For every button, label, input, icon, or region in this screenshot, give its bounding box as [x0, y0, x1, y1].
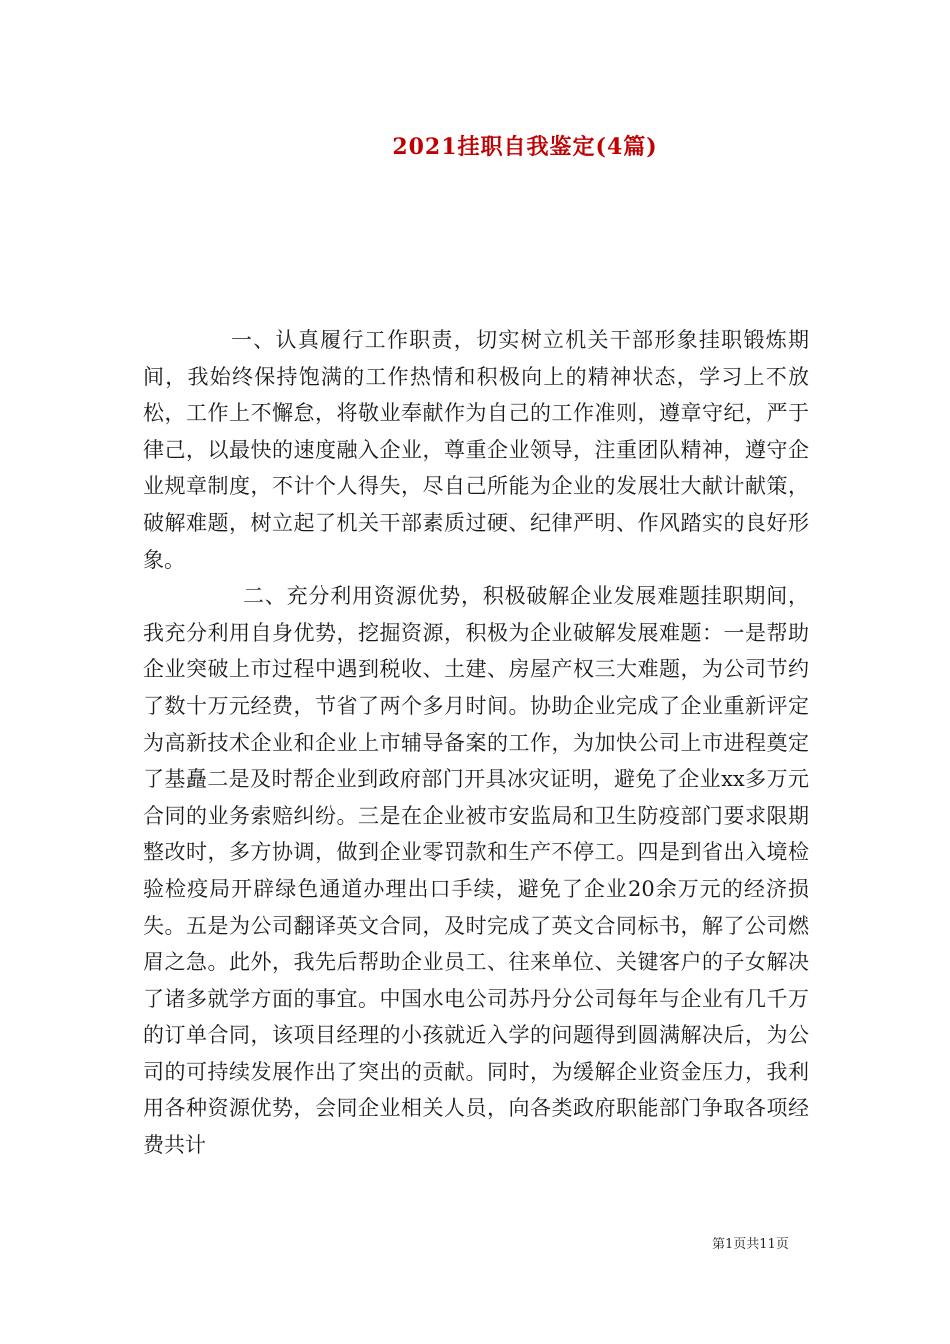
page-title: 2021挂职自我鉴定(4篇) — [392, 134, 658, 160]
page-number: 第1页共11页 — [712, 1237, 789, 1252]
paragraph: 二、充分利用资源优势，积极破解企业发展难题挂职期间，我充分利用自身优势，挖掘资源，积极为企业破解发展难题：一是帮助企业突破上市过程中遇到税收、土建、房屋产权三大难题，为公司节约了数十万元经费，节省了两个多月时间。协助企业完成了企业重新评定为高新技术企业和企业上市辅导备案的工作，为加快公司上市进程奠定了基矗二是及时帮企业到政府部门开具冰灾证明，避免了企业xx多万元合同的业务索赔纠纷。三是在企业被市安监局和卫生防疫部门要求限期整改时，多方协调，做到企业零罚款和生产不停工。四是到省出入境检验检疫局开辟绿色通道办理出口手续，避免了企业20余万元的经济损失。五是为公司翻译英文合同，及时完成了英文合同标书，解了公司燃眉之急。此外，我先后帮助企业员工、往来单位、关键客户的子女解决了诸多就学方面的事宜。中国水电公司苏丹分公司每年与企业有几千万的订单合同，该项目经理的小孩就近入学的问题得到圆满解决后，为公司的可持续发展作出了突出的贡献。同时，为缓解企业资金压力，我利用各种资源优势，会同企业相关人员，向各类政府职能部门争取各项经费共计 — [143, 584, 809, 1158]
paragraph: 一、认真履行工作职责，切实树立机关干部形象挂职锻炼期间，我始终保持饱满的工作热情和积极向上的精神状态，学习上不放松，工作上不懈怠，将敬业奉献作为自己的工作准则，遵章守纪，严于律己，以最快的速度融入企业，尊重企业领导，注重团队精神，遵守企业规章制度，不计个人得失，尽自己所能为企业的发展壮大献计献策，破解难题，树立起了机关干部素质过硬、纪律严明、作风踏实的良好形象。 — [143, 328, 809, 572]
document-body — [143, 322, 809, 1164]
